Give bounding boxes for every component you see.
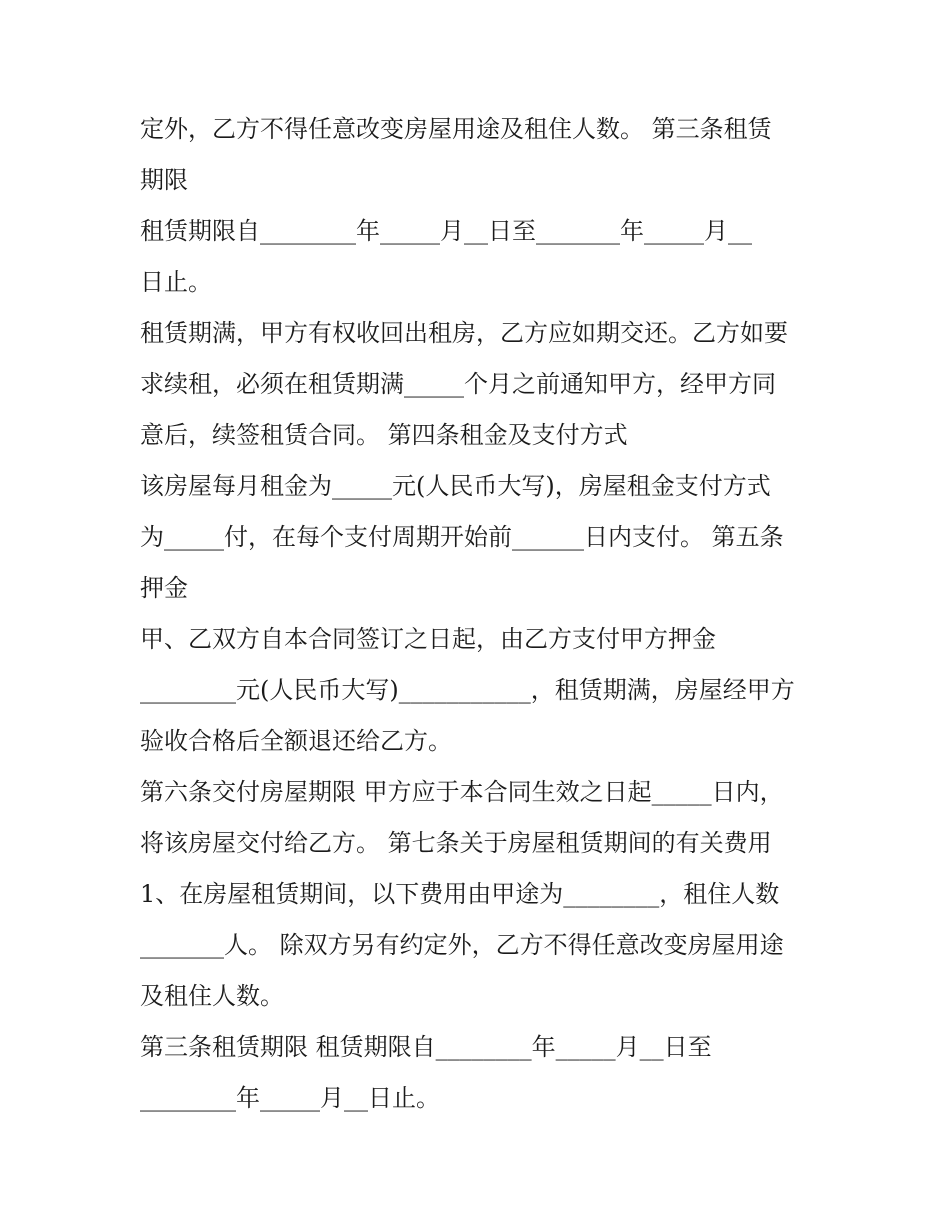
- text-line-2: 期限: [140, 166, 188, 194]
- text-line-15: 将该房屋交付给乙方。 第七条关于房屋租赁期间的有关费用: [140, 829, 772, 857]
- text-line-7: 意后，续签租赁合同。 第四条租金及支付方式: [140, 421, 628, 449]
- text-line-12: ________元(人民币大写)___________，租赁期满，房屋经甲方: [140, 676, 795, 704]
- text-line-19: 第三条租赁期限 租赁期限自________年_____月__日至: [140, 1033, 712, 1061]
- text-line-6: 求续租，必须在租赁期满_____个月之前通知甲方，经甲方同: [140, 370, 776, 398]
- text-line-20: ________年_____月__日止。: [140, 1084, 440, 1112]
- document-body: [140, 104, 830, 1124]
- text-line-9: 为_____付，在每个支付周期开始前______日内支付。 第五条: [140, 523, 784, 551]
- text-line-14: 第六条交付房屋期限 甲方应于本合同生效之日起_____日内，: [140, 778, 784, 806]
- text-line-18: 及租住人数。: [140, 982, 284, 1010]
- text-line-17: _______人。 除双方另有约定外，乙方不得任意改变房屋用途: [140, 931, 784, 959]
- text-line-5: 租赁期满，甲方有权收回出租房，乙方应如期交还。乙方如要: [140, 319, 788, 347]
- text-line-13: 验收合格后全额退还给乙方。: [140, 727, 452, 755]
- text-line-10: 押金: [140, 574, 188, 602]
- text-line-4: 日止。: [140, 268, 212, 296]
- text-line-16: 1、在房屋租赁期间，以下费用由甲途为________，租住人数: [140, 880, 780, 908]
- text-line-8: 该房屋每月租金为_____元(人民币大写)，房屋租金支付方式: [140, 472, 771, 500]
- text-line-1: 定外，乙方不得任意改变房屋用途及租住人数。 第三条租赁: [140, 115, 772, 143]
- text-line-3: 租赁期限自________年_____月__日至_______年_____月__: [140, 217, 752, 245]
- text-line-11: 甲、乙双方自本合同签订之日起，由乙方支付甲方押金: [140, 625, 716, 653]
